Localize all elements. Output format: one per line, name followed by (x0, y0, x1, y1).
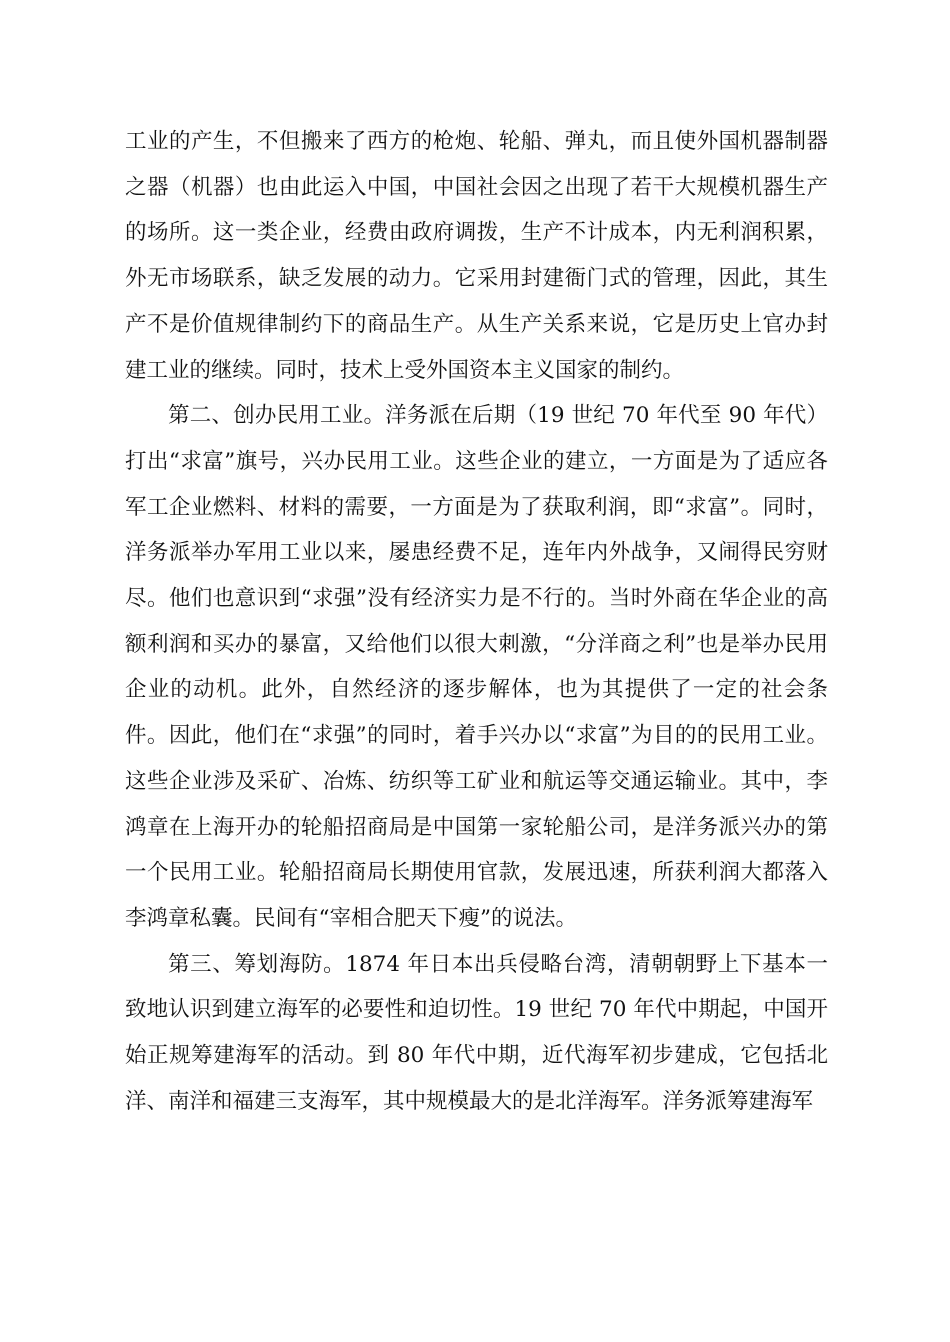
body-text (125, 119, 828, 1124)
paragraph-civil-industry: 第二、创办民用工业。洋务派在后期（19 世纪 70 年代至 90 年代）打出“求富”旗号，兴办民用工业。这些企业的建立，一方面是为了适应各军工企业燃料、材料的需要，一方面是为了获取利润，即“求富”。同时，洋务派举办军用工业以来，屡患经费不足，连年内外战争，又闹得民穷财尽。他们也意识到“求强”没有经济实力是不行的。当时外商在华企业的高额利润和买办的暴富，又给他们以很大刺激，“分洋商之利”也是举办民用企业的动机。此外，自然经济的逐步解体，也为其提供了一定的社会条件。因此，他们在“求强”的同时，着手兴办以“求富”为目的的民用工业。这些企业涉及采矿、冶炼、纺织等工矿业和航运等交通运输业。其中，李鸿章在上海开办的轮船招商局是中国第一家轮船公司，是洋务派兴办的第一个民用工业。轮船招商局长期使用官款，发展迅速，所获利润大都落入李鸿章私囊。民间有“宰相合肥天下瘦”的说法。 (125, 403, 828, 931)
paragraph-coastal-defense: 第三、筹划海防。1874 年日本出兵侵略台湾，清朝朝野上下基本一致地认识到建立海军的必要性和迫切性。19 世纪 70 年代中期起，中国开始正规筹建海军的活动。到 80 年代中期，近代海军初步建成，它包括北洋、南洋和福建三支海军，其中规模最大的是北洋海军。洋务派筹建海军 (125, 951, 828, 1114)
paragraph-continuation: 工业的产生，不但搬来了西方的枪炮、轮船、弹丸，而且使外国机器制器之器（机器）也由此运入中国，中国社会因之出现了若干大规模机器生产的场所。这一类企业，经费由政府调拨，生产不计成本，内无利润积累，外无市场联系，缺乏发展的动力。它采用封建衙门式的管理，因此，其生产不是价值规律制约下的商品生产。从生产关系来说，它是历史上官办封建工业的继续。同时，技术上受外国资本主义国家的制约。 (125, 129, 828, 383)
